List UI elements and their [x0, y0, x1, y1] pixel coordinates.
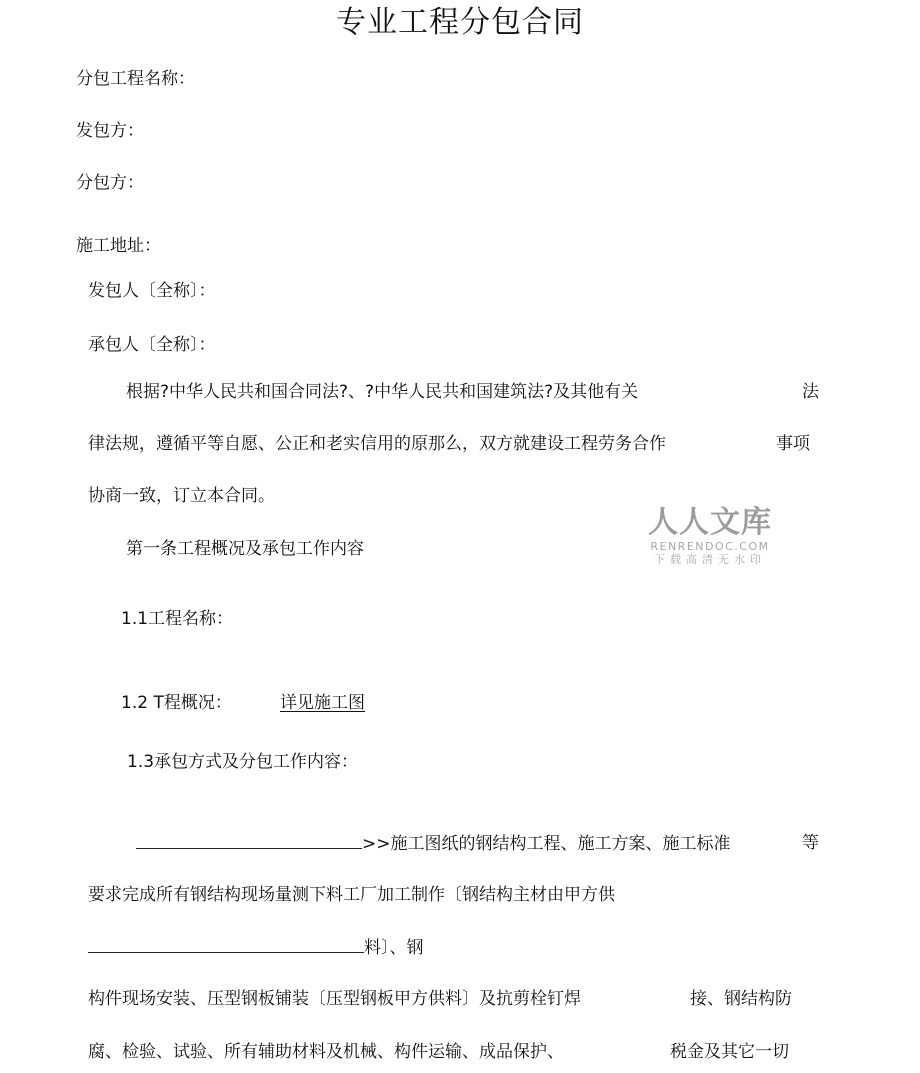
field-employer-full: 发包人〔全称〕： — [88, 281, 216, 301]
scope-line-1-text: >>施工图纸的钢结构工程、施工方案、施工标准 — [362, 834, 731, 854]
item-1-1: 1.1工程名称： — [121, 609, 234, 629]
watermark-brand: 人人文库 — [648, 505, 772, 540]
scope-line-5: 腐、检验、试验、所有辅助材料及机械、构件运输、成品保护、 — [88, 1042, 564, 1062]
scope-line-2: 要求完成所有钢结构现场量测下料工厂加工制作〔钢结构主材由甲方供 — [88, 885, 615, 905]
scope-line-4-end: 接、钢结构防 — [690, 989, 792, 1009]
document-title: 专业工程分包合同 — [336, 5, 584, 40]
preamble-line-1: 根据?中华人民共和国合同法?、?中华人民共和国建筑法?及其他有关 — [126, 382, 639, 402]
preamble-line-2: 律法规，遵循平等自愿、公正和老实信用的原那么，双方就建设工程劳务合作 — [88, 434, 666, 454]
watermark-slogan: 下载高清无水印 — [654, 553, 766, 566]
watermark-domain: RENRENDOC.COM — [650, 540, 770, 553]
scope-line-3-text: 料〕、钢 — [364, 938, 424, 958]
item-1-2-value: 详见施工图 — [280, 693, 365, 713]
item-1-2-label: 1.2 T程概况： — [121, 693, 232, 713]
preamble-line-1-end: 法 — [802, 382, 819, 402]
preamble-line-2-end: 事项 — [776, 434, 810, 454]
field-subcontractor: 分包方： — [76, 173, 144, 193]
field-employer: 发包方： — [76, 121, 144, 141]
scope-line-5-end: 税金及其它一切 — [670, 1042, 789, 1062]
scope-line-1 — [136, 832, 731, 855]
field-contractor-full: 承包人〔全称〕： — [88, 335, 216, 355]
field-site-address: 施工地址： — [76, 236, 161, 256]
blank-line — [88, 936, 364, 953]
watermark — [640, 506, 780, 566]
scope-line-1-end: 等 — [802, 833, 819, 853]
item-1-3: 1.3承包方式及分包工作内容： — [127, 752, 359, 772]
scope-line-3 — [88, 936, 424, 959]
blank-line — [136, 832, 362, 849]
field-project-name: 分包工程名称： — [76, 69, 195, 89]
preamble-line-3: 协商一致，订立本合同。 — [88, 486, 275, 506]
scope-line-4: 构件现场安装、压型钢板铺装〔压型钢板甲方供料〕及抗剪栓钉焊 — [88, 989, 581, 1009]
article-1-heading: 第一条工程概况及承包工作内容 — [126, 539, 364, 559]
